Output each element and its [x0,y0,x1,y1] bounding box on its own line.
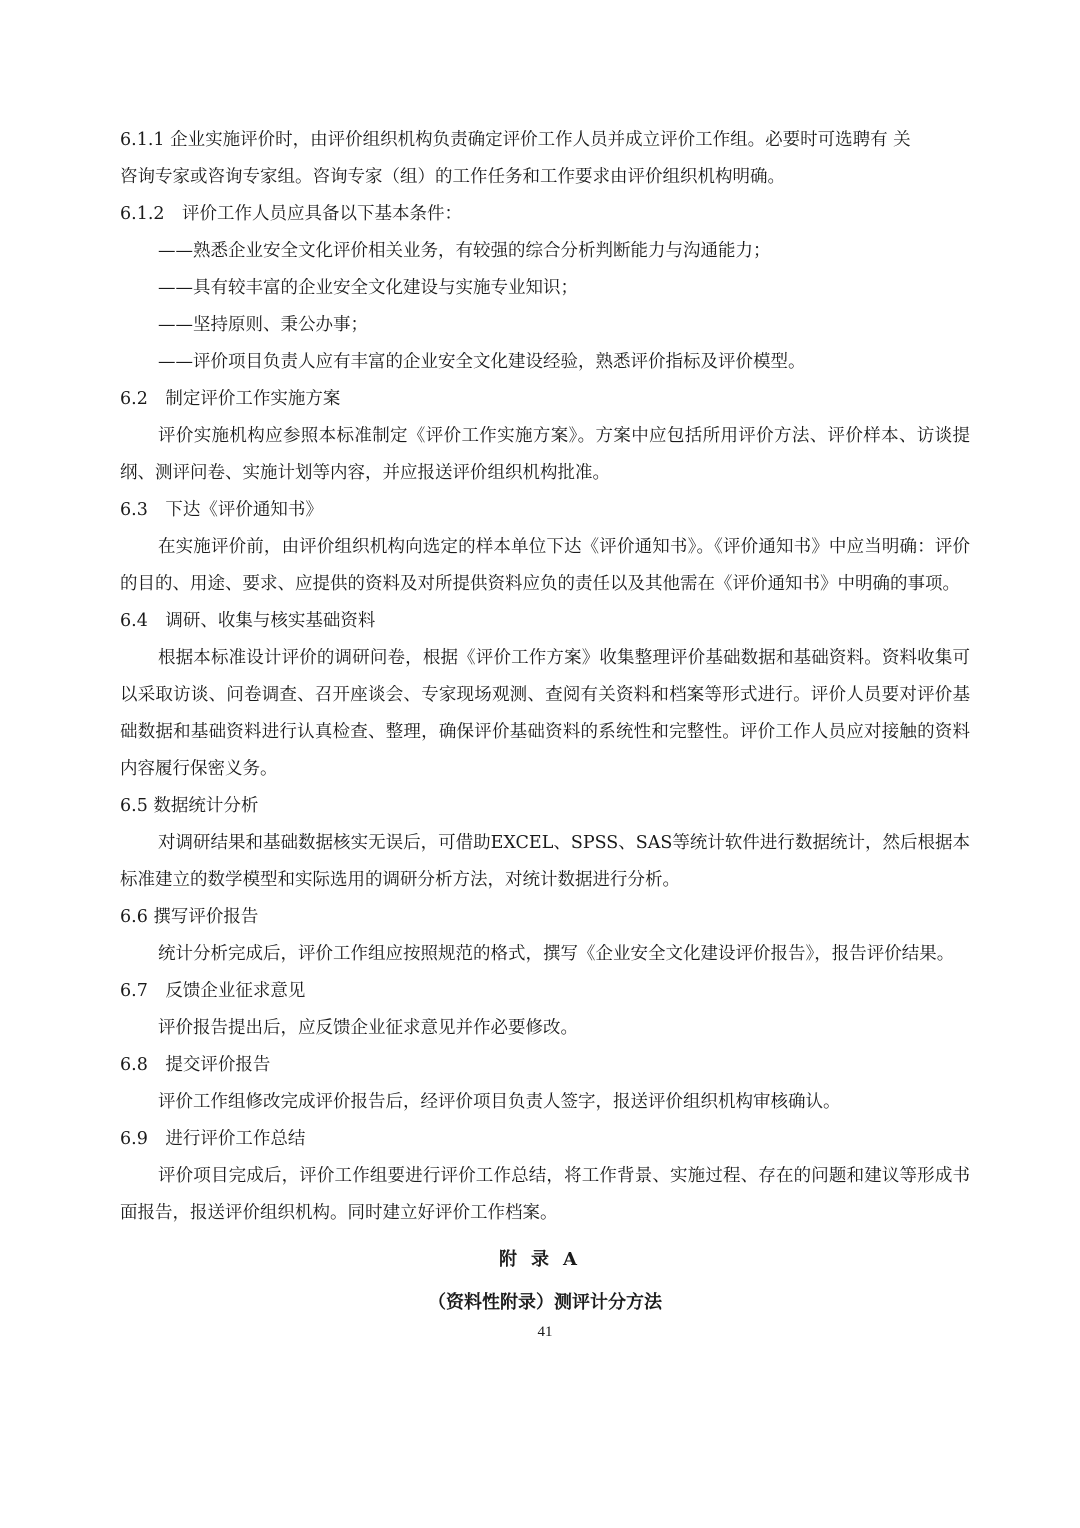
section-6-6-heading: 6.6 撰写评价报告 [120,907,259,927]
section-6-1-1-line-1: 6.1.1 企业实施评价时，由评价组织机构负责确定评价工作人员并成立评价工作组。必要时可选聘有 关 [120,130,911,150]
section-6-7-body: 评价报告提出后，应反馈企业征求意见并作必要修改。 [158,1018,578,1038]
section-6-4-heading: 6.4 调研、收集与核实基础资料 [120,611,376,631]
section-6-7-heading: 6.7 反馈企业征求意见 [120,981,306,1001]
section-6-4-body: 根据本标准设计评价的调研问卷，根据《评价工作方案》收集整理评价基础数据和基础资料。资料收集可以采取访谈、问卷调查、召开座谈会、专家现场观测、查阅有关资料和档案等形式进行。评价人员要对评价基础数据和基础资料进行认真检查、整理，确保评价基础资料的系统性和完整性。评价工作人员应对接触的资料内容履行保密义务。 [120,648,970,779]
section-6-6-body: 统计分析完成后，评价工作组应按照规范的格式，撰写《企业安全文化建设评价报告》，报告评价结果。 [158,944,955,964]
section-6-3-body: 在实施评价前，由评价组织机构向选定的样本单位下达《评价通知书》。《评价通知书》中应当明确：评价的目的、用途、要求、应提供的资料及对所提供资料应负的责任以及其他需在《评价通知书》中明确的事项。 [120,537,970,594]
section-6-5-body: 对调研结果和基础数据核实无误后，可借助EXCEL、SPSS、SAS等统计软件进行数据统计，然后根据本标准建立的数学模型和实际选用的调研分析方法，对统计数据进行分析。 [120,833,970,890]
appendix-subtitle: （资料性附录）测评计分方法 [428,1292,662,1313]
requirement-item: ——具有较丰富的企业安全文化建设与实施专业知识； [158,278,578,298]
section-6-2-heading: 6.2 制定评价工作实施方案 [120,389,341,409]
section-6-2-body: 评价实施机构应参照本标准制定《评价工作实施方案》。方案中应包括所用评价方法、评价样本、访谈提纲、测评问卷、实施计划等内容，并应报送评价组织机构批准。 [120,426,970,483]
section-6-9-body: 评价项目完成后，评价工作组要进行评价工作总结，将工作背景、实施过程、存在的问题和建议等形成书面报告，报送评价组织机构。同时建立好评价工作档案。 [120,1166,970,1223]
requirement-item: ——评价项目负责人应有丰富的企业安全文化建设经验，熟悉评价指标及评价模型。 [158,352,806,372]
section-6-1-2-heading: 6.1.2 评价工作人员应具备以下基本条件： [120,204,463,224]
section-6-9-heading: 6.9 进行评价工作总结 [120,1129,306,1149]
document-page [120,122,970,1344]
requirement-item: ——熟悉企业安全文化评价相关业务，有较强的综合分析判断能力与沟通能力； [158,241,771,261]
appendix-title: 附录A [499,1249,591,1270]
page-number: 41 [537,1324,553,1340]
section-6-8-heading: 6.8 提交评价报告 [120,1055,271,1075]
section-6-8-body: 评价工作组修改完成评价报告后，经评价项目负责人签字，报送评价组织机构审核确认。 [158,1092,841,1112]
section-6-5-heading: 6.5 数据统计分析 [120,796,259,816]
section-6-3-heading: 6.3 下达《评价通知书》 [120,500,323,520]
section-6-1-1-line-2: 咨询专家或咨询专家组。咨询专家（组）的工作任务和工作要求由评价组织机构明确。 [120,167,785,187]
requirement-item: ——坚持原则、秉公办事； [158,315,368,335]
